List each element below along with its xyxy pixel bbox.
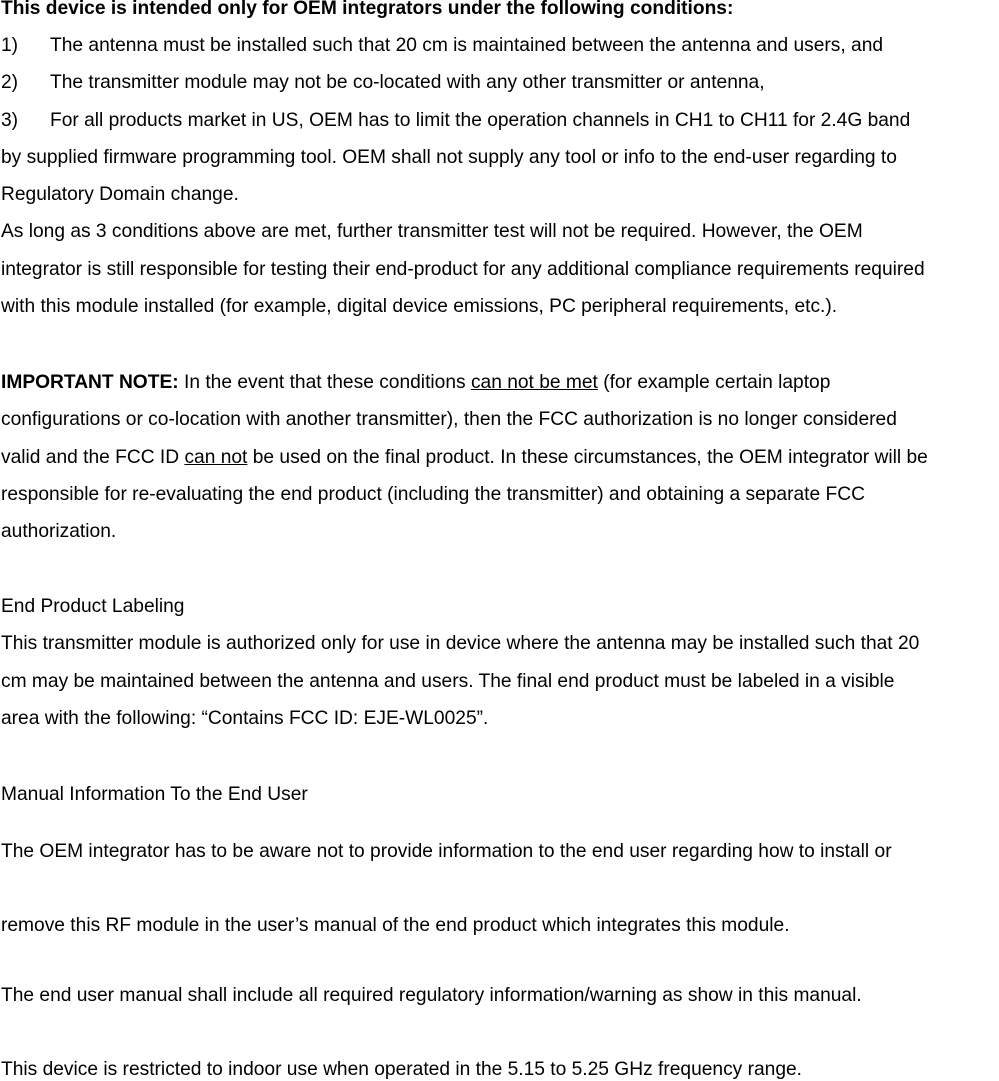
important-note-line (1, 447, 928, 469)
underlined-text: can not (184, 447, 248, 468)
condition-text: The transmitter module may not be co-located with any other transmitter or antenna, (50, 72, 765, 93)
condition-number: 2) (1, 72, 19, 93)
manual-info-title: Manual Information To the End User (1, 784, 308, 805)
underlined-text: can not be met (470, 372, 598, 393)
condition-item-1 (1, 35, 883, 57)
indoor-use-notice: This device is restricted to indoor use when operated in the 5.15 to 5.25 GHz frequency range. (1, 1059, 803, 1080)
manual-info-line: remove this RF module in the user’s manual of the end product which integrates this module. (1, 915, 790, 936)
condition-number: 1) (1, 35, 19, 56)
important-note-label: IMPORTANT NOTE: (1, 372, 179, 393)
important-note-line: responsible for re-evaluating the end product (including the transmitter) and obtaining a separate FCC (1, 484, 865, 505)
important-note-text: (for example certain laptop (597, 372, 831, 393)
condition-item-3 (1, 110, 910, 132)
paragraph-line: integrator is still responsible for testing their end-product for any additional compliance requirements required (1, 259, 925, 280)
manual-info-line: The end user manual shall include all required regulatory information/warning as show in this manual. (1, 985, 862, 1006)
paragraph-line: As long as 3 conditions above are met, further transmitter test will not be required. However, the OEM (1, 221, 863, 242)
labeling-title: End Product Labeling (1, 596, 185, 617)
important-note-text: valid and the FCC ID (1, 447, 185, 468)
important-note-line: configurations or co-location with another transmitter), then the FCC authorization is no longer considered (1, 409, 897, 430)
condition-text: For all products market in US, OEM has to limit the operation channels in CH1 to CH11 for 2.4G band (50, 110, 911, 131)
paragraph-line: with this module installed (for example, digital device emissions, PC peripheral requirements, etc.). (1, 296, 838, 317)
important-note-line (1, 372, 830, 394)
labeling-line: This transmitter module is authorized only for use in device where the antenna may be installed such that 20 (1, 633, 920, 654)
condition-number: 3) (1, 110, 19, 131)
condition-text: The antenna must be installed such that 20 cm is maintained between the antenna and users, and (50, 35, 884, 56)
condition-3-continuation: by supplied firmware programming tool. OEM shall not supply any tool or info to the end-user regarding to (1, 147, 897, 168)
labeling-line: area with the following: “Contains FCC ID: EJE-WL0025”. (1, 708, 489, 729)
condition-3-continuation: Regulatory Domain change. (1, 184, 239, 205)
condition-item-2 (1, 72, 765, 94)
important-note-text: In the event that these conditions (178, 372, 471, 393)
conditions-heading: This device is intended only for OEM integrators under the following conditions: (1, 0, 734, 19)
manual-info-line: The OEM integrator has to be aware not to provide information to the end user regarding how to install or (1, 841, 892, 862)
important-note-text: be used on the final product. In these circumstances, the OEM integrator will be (247, 447, 928, 468)
important-note-line: authorization. (1, 521, 117, 542)
labeling-line: cm may be maintained between the antenna and users. The final end product must be labeled in a visible (1, 671, 895, 692)
